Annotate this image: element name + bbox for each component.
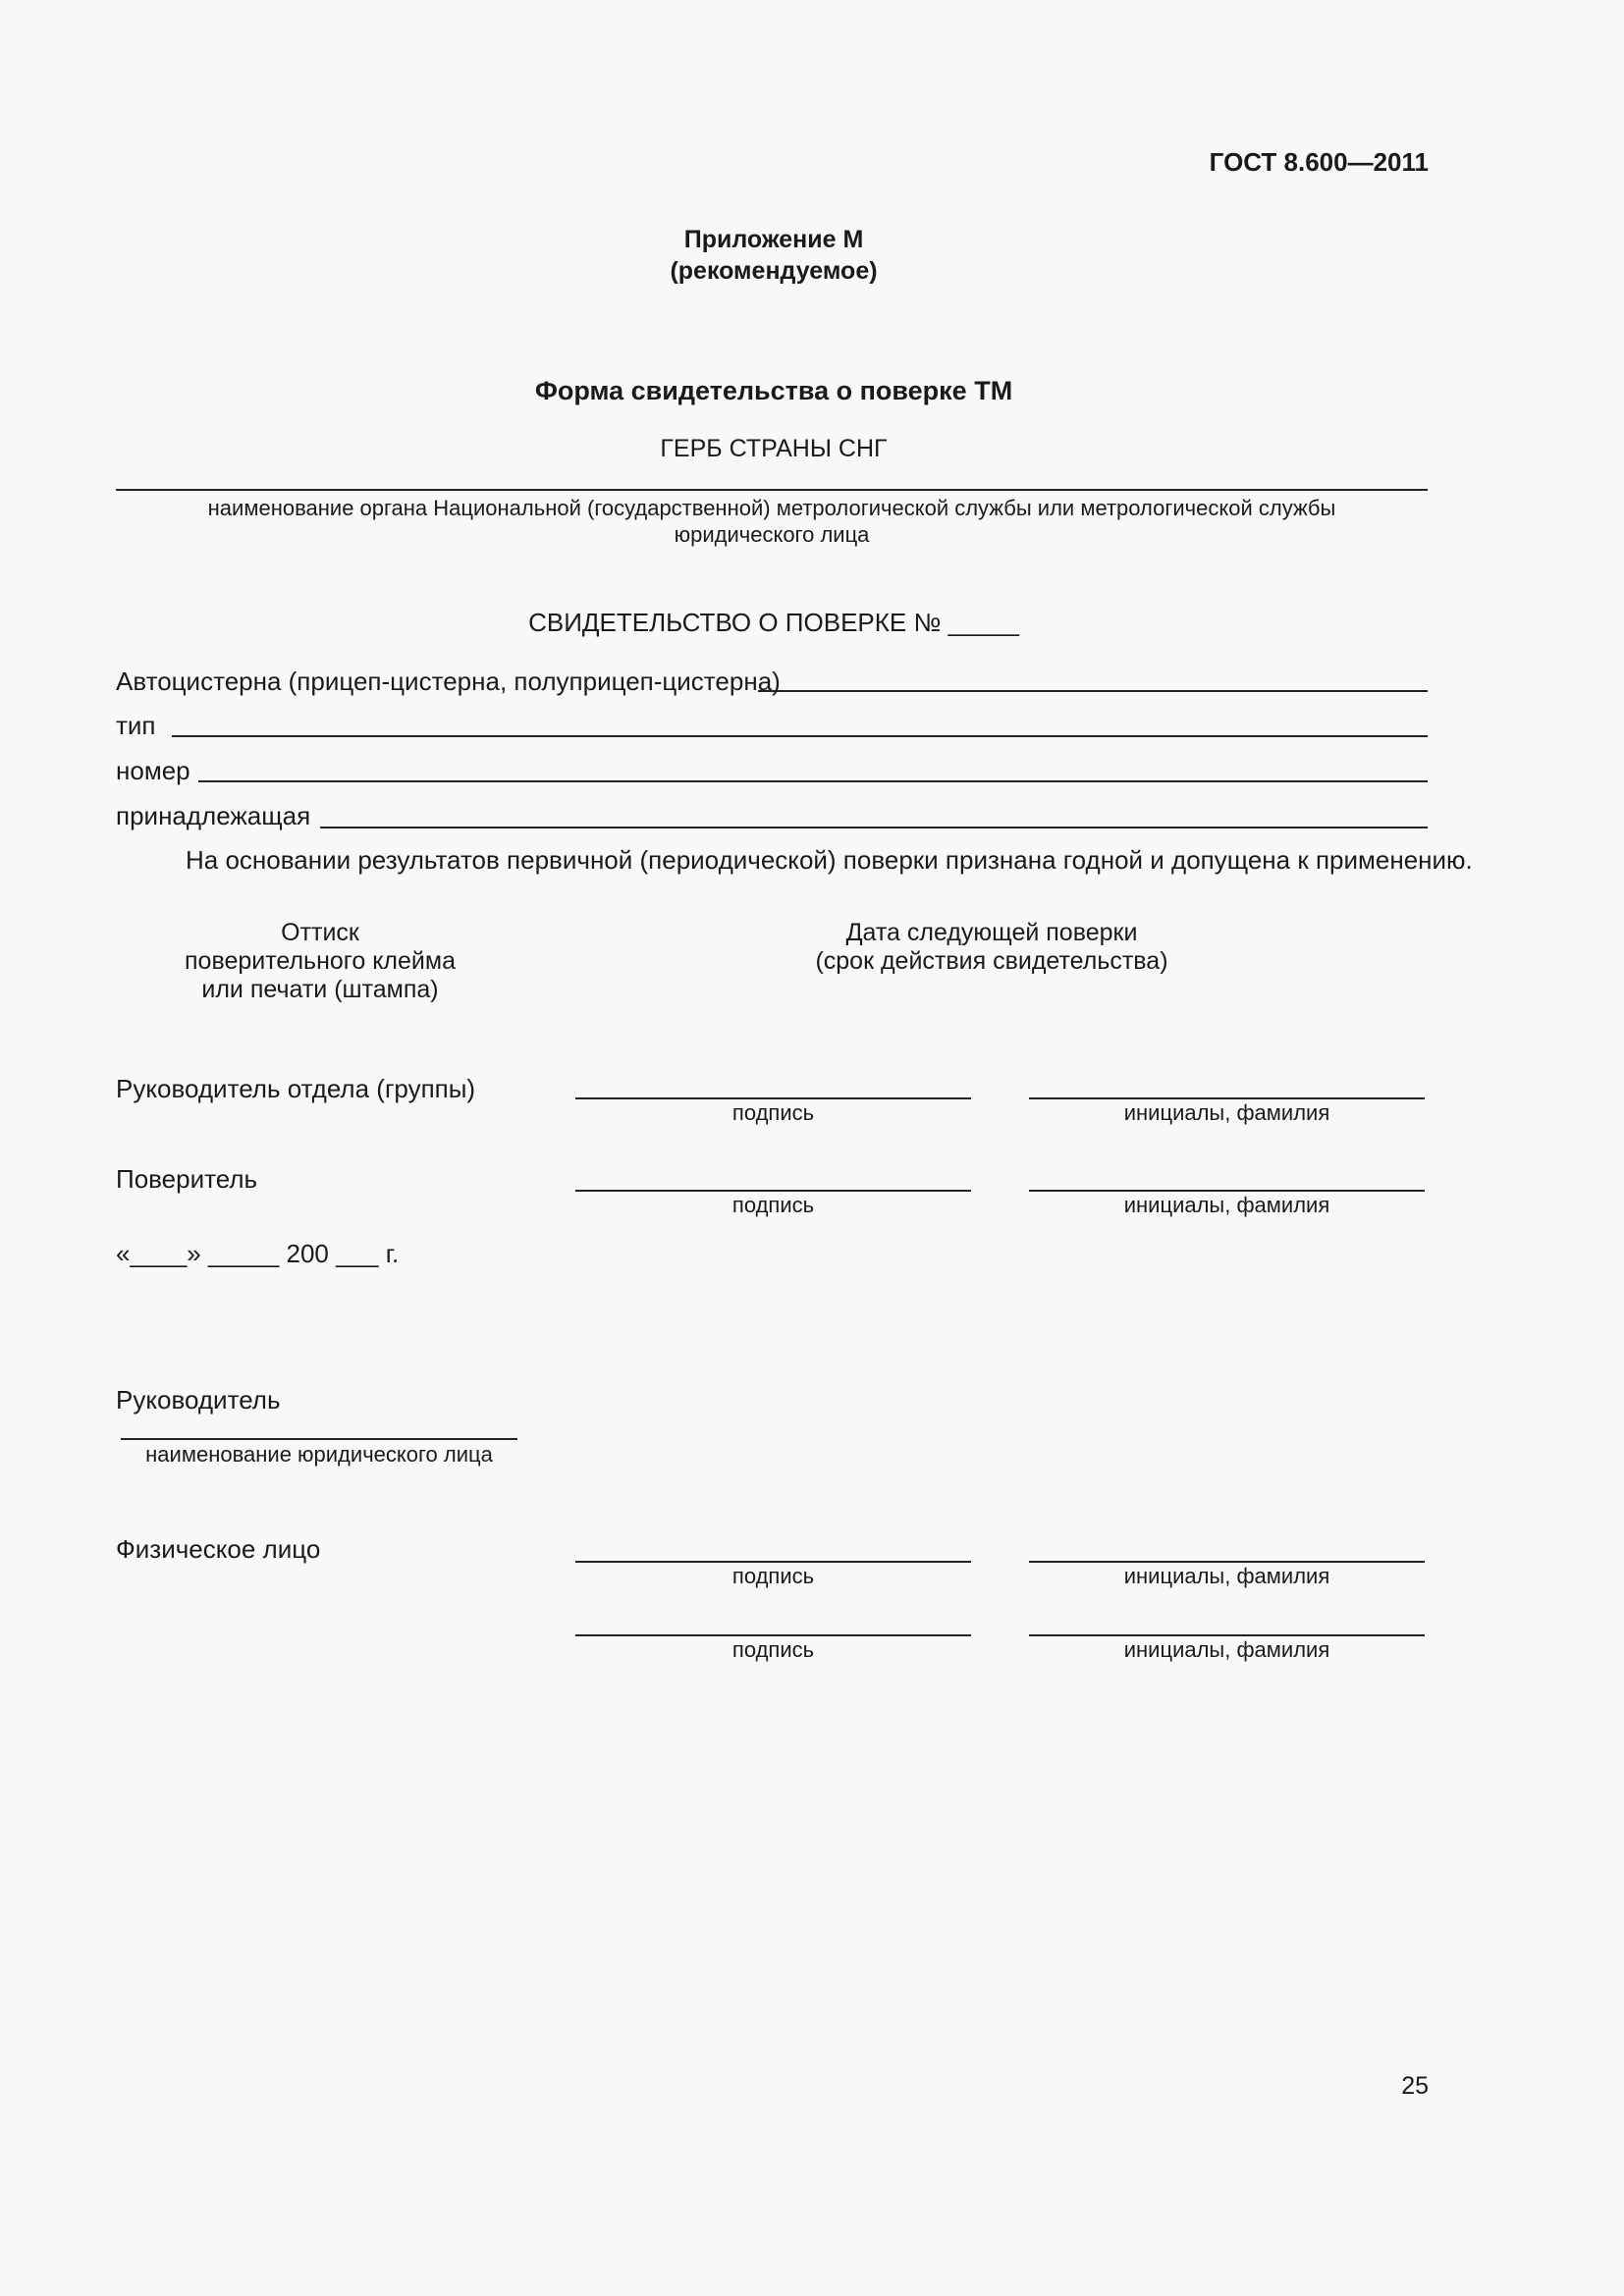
vehicle-label: Автоцистерна (прицеп-цистерна, полуприцеп-цистерна)	[116, 667, 781, 696]
emblem-label: ГЕРБ СТРАНЫ СНГ	[660, 435, 888, 462]
legal-entity-line	[121, 1438, 517, 1440]
stamp-line: или печати (штампа)	[201, 976, 439, 1003]
owner-line	[320, 827, 1428, 828]
certificate-title: СВИДЕТЕЛЬСТВО О ПОВЕРКЕ № _____	[528, 608, 1019, 637]
name-caption: инициалы, фамилия	[1123, 1637, 1330, 1662]
name-caption: инициалы, фамилия	[1123, 1193, 1330, 1217]
name-line	[1029, 1634, 1425, 1636]
name-caption: инициалы, фамилия	[1123, 1100, 1330, 1125]
organization-caption: наименование органа Национальной (государственной) метрологической службы или метрологической службы	[207, 496, 1336, 520]
page-number: 25	[1401, 2072, 1429, 2100]
stamp-line: поверительного клейма	[185, 947, 456, 975]
name-line	[1029, 1190, 1425, 1192]
verifier-label: Поверитель	[116, 1164, 258, 1194]
head-of-department-label: Руководитель отдела (группы)	[116, 1074, 476, 1103]
signature-line	[575, 1561, 971, 1563]
date-line: «____» _____ 200 ___ г.	[116, 1239, 400, 1268]
signature-line	[575, 1634, 971, 1636]
form-title: Форма свидетельства о поверке ТМ	[534, 376, 1013, 405]
stamp-block	[153, 919, 487, 1004]
next-check-line: Дата следующей поверки	[845, 919, 1138, 946]
name-line	[1029, 1561, 1425, 1563]
next-check-block	[785, 919, 1198, 976]
legal-entity-caption: наименование юридического лица	[145, 1442, 493, 1467]
conclusion-text: На основании результатов первичной (периодической) поверки признана годной и допущена к применению.	[186, 845, 1473, 875]
name-caption: инициалы, фамилия	[1123, 1564, 1330, 1588]
signature-caption: подпись	[731, 1564, 815, 1588]
stamp-line: Оттиск	[281, 919, 359, 946]
type-label: тип	[116, 711, 156, 740]
document-code: ГОСТ 8.600—2011	[1209, 147, 1429, 177]
manager-label: Руководитель	[116, 1385, 281, 1415]
number-label: номер	[116, 756, 190, 785]
signature-caption: подпись	[731, 1100, 815, 1125]
signature-caption: подпись	[731, 1193, 815, 1217]
next-check-line: (срок действия свидетельства)	[815, 947, 1168, 975]
appendix-status: (рекомендуемое)	[670, 257, 878, 285]
individual-label: Физическое лицо	[116, 1534, 321, 1564]
organization-line	[116, 489, 1428, 491]
signature-line	[575, 1097, 971, 1099]
signature-line	[575, 1190, 971, 1192]
owner-label: принадлежащая	[116, 801, 311, 830]
vehicle-line	[758, 690, 1428, 692]
signature-caption: подпись	[731, 1637, 815, 1662]
number-line	[198, 780, 1428, 782]
type-line	[172, 735, 1428, 737]
appendix-title: Приложение М	[683, 226, 864, 253]
name-line	[1029, 1097, 1425, 1099]
organization-caption-continued: юридического лица	[674, 522, 870, 547]
